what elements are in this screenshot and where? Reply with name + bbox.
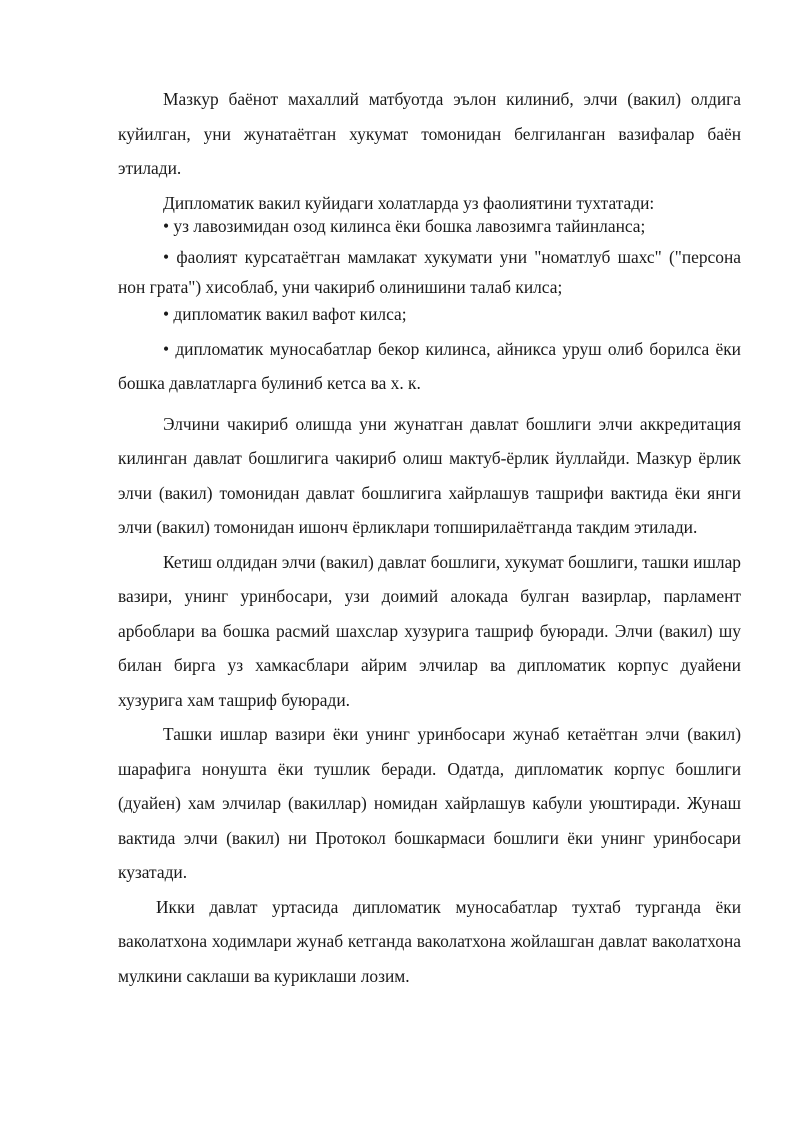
paragraph-farewell-visits: Кетиш олдидан элчи (вакил) давлат бошлиги, хукумат бошлиги, ташки ишлар вазири, унинг уринбосари, узи доимий алокада булган вазирлар, парламент арбоблари ва бошка расмий шахслар хузурига ташриф буюради. Элчи (вакил) шу билан бирга уз хамкасблари айрим элчилар ва дипломатик корпус дуайени хузурига хам ташриф буюради.	[118, 551, 741, 710]
document-page	[118, 82, 741, 993]
list-item: • дипломатик муносабатлар бекор килинса, айникса уруш олиб борилса ёки бошка давлатларга булиниб кетса ва х. к.	[118, 338, 741, 393]
paragraph-mission-property: Икки давлат уртасида дипломатик муносабатлар тухтаб турганда ёки ваколатхона ходимлари жунаб кетганда ваколатхона жойлашган давлат ваколатхона мулкини саклаши ва куриклаши лозим.	[118, 896, 741, 986]
list-item: • дипломатик вакил вафот килса;	[163, 303, 407, 324]
paragraph-farewell-reception: Ташки ишлар вазири ёки унинг уринбосари жунаб кетаётган элчи (вакил) шарафига нонушта ёки тушлик беради. Одатда, дипломатик корпус бошлиги (дуайен) хам элчилар (вакиллар) номидан хайрлашув кабули уюштиради. Жунаш вактида элчи (вакил) ни Протокол бошкармаси бошлиги ёки унинг уринбосари кузатади.	[118, 724, 741, 882]
paragraph-termination-intro: Дипломатик вакил куйидаги холатларда уз фаолиятини тухтатади:	[163, 192, 655, 213]
list-item: • уз лавозимидан озод килинса ёки бошка лавозимга тайинланса;	[163, 215, 646, 236]
paragraph-statement-announcement: Мазкур баёнот махаллий матбуотда эълон килиниб, элчи (вакил) олдига куйилган, уни жунатаётган хукумат томонидан белгиланган вазифалар баён этилади.	[118, 89, 741, 178]
paragraph-recall-letter: Элчини чакириб олишда уни жунатган давлат бошлиги элчи аккредитация килинган давлат бошлигига чакириб олиш мактуб-ёрлик йуллайди. Мазкур ёрлик элчи (вакил) томонидан давлат бошлигига хайрлашув ташрифи вактида ёки янги элчи (вакил) томонидан ишонч ёрликлари топширилаётганда такдим этилади.	[118, 413, 741, 537]
list-item: • фаолият курсатаётган мамлакат хукумати уни "номатлуб шахс" ("персона нон грата") хисоблаб, уни чакириб олинишини талаб килса;	[118, 246, 741, 297]
